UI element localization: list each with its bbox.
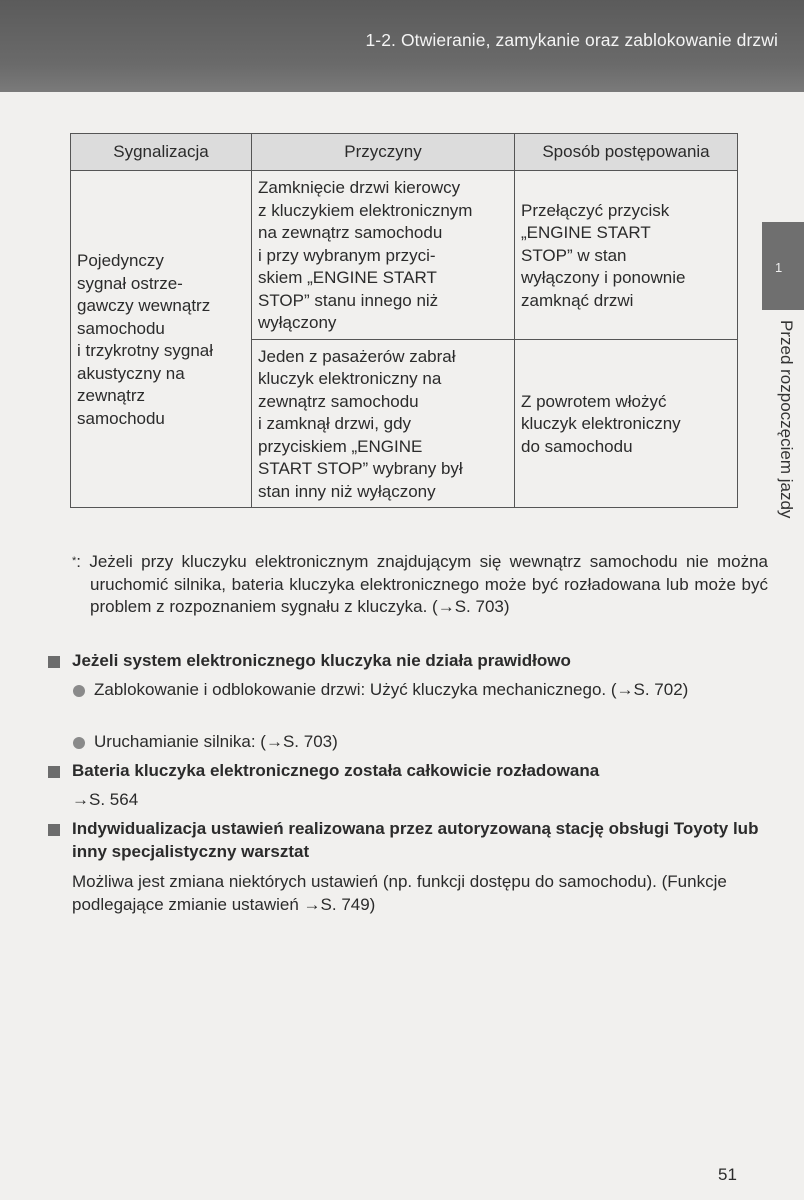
square-bullet-icon bbox=[48, 656, 60, 668]
section-title: Jeżeli system elektronicznego kluczyka nie działa prawidłowo bbox=[72, 651, 571, 670]
section-title: Indywidualizacja ustawień realizowana przez autoryzowaną stację obsługi Toyoty lub inny specjalistyczny warsztat bbox=[72, 819, 759, 861]
footnote bbox=[72, 551, 768, 619]
cell-line: i trzykrotny sygnał bbox=[77, 341, 214, 360]
cell-line: Z powrotem włożyć bbox=[521, 391, 667, 411]
cell-line: skiem „ENGINE START bbox=[258, 268, 437, 287]
cell-line: kluczyk elektroniczny bbox=[521, 414, 681, 433]
section-heading bbox=[48, 650, 782, 673]
signal-cell bbox=[71, 171, 252, 508]
cell-line: Pojedynczy bbox=[77, 251, 164, 270]
chapter-label: Przed rozpoczęciem jazdy bbox=[777, 320, 796, 519]
cell-line: stan inny niż wyłączony bbox=[258, 481, 436, 501]
cell-line: Jeden z pasażerów zabrał bbox=[258, 346, 456, 366]
section-text: Możliwa jest zmiana niektórych ustawień (np. funkcji dostępu do samochodu). (Funkcje podlegające zmianie ustawień →S. 749) bbox=[72, 872, 727, 914]
table-header: Sygnalizacja bbox=[71, 134, 252, 171]
cell-line: zewnątrz samochodu bbox=[258, 391, 419, 411]
cell-line: Zamknięcie drzwi kierowcy bbox=[258, 178, 461, 197]
section-text: →S. 564 bbox=[72, 790, 139, 809]
cell-line: START STOP” wybrany był bbox=[258, 459, 463, 478]
page-number: 51 bbox=[718, 1165, 737, 1184]
cell-line: „ENGINE START bbox=[521, 223, 651, 242]
table-header-row bbox=[71, 134, 738, 171]
cell-line: STOP” stanu innego niż bbox=[258, 290, 439, 310]
list-item-text: Uruchamianie silnika: (→S. 703) bbox=[94, 732, 338, 751]
list-item bbox=[72, 731, 770, 754]
cause-cell bbox=[252, 339, 515, 508]
cell-line: zewnątrz bbox=[77, 386, 146, 405]
list-item-text: Zablokowanie i odblokowanie drzwi: Użyć kluczyka mechanicznego. (→S. 702) bbox=[94, 680, 689, 699]
cell-line: i przy wybranym przyci- bbox=[258, 245, 436, 265]
footnote-mark: * bbox=[72, 555, 77, 567]
cell-line: do samochodu bbox=[521, 436, 633, 456]
section-heading bbox=[48, 760, 782, 783]
footnote-text: : Jeżeli przy kluczyku elektronicznym znajdującym się wewnątrz samochodu nie można uruchomić silnika, bateria kluczyka elektronicznego może być rozładowana lub może być problem z rozpoznaniem sygnału z kluczyka. (→S. 703) bbox=[76, 552, 768, 616]
cell-line: przyciskiem „ENGINE bbox=[258, 436, 423, 456]
square-bullet-icon bbox=[48, 824, 60, 836]
section-heading bbox=[48, 818, 782, 863]
table-row bbox=[71, 171, 738, 340]
signal-table bbox=[70, 133, 738, 508]
cell-line: na zewnątrz samochodu bbox=[258, 223, 443, 242]
cell-line: zamknąć drzwi bbox=[521, 290, 634, 310]
cell-line: kluczyk elektroniczny na bbox=[258, 369, 442, 388]
chapter-number: 1 bbox=[775, 260, 783, 275]
action-cell bbox=[515, 339, 738, 508]
page-header bbox=[0, 0, 804, 92]
cell-line: Przełączyć przycisk bbox=[521, 200, 670, 220]
circle-bullet-icon bbox=[73, 685, 85, 697]
table-header: Przyczyny bbox=[252, 134, 515, 171]
header-title: 1-2. Otwieranie, zamykanie oraz zablokowanie drzwi bbox=[365, 30, 778, 50]
cell-line: wyłączony bbox=[258, 313, 337, 332]
cell-line: STOP” w stan bbox=[521, 245, 627, 265]
action-cell bbox=[515, 171, 738, 340]
chapter-tab bbox=[762, 222, 804, 310]
table-header: Sposób postępowania bbox=[515, 134, 738, 171]
cell-line: i zamknął drzwi, gdy bbox=[258, 414, 412, 433]
circle-bullet-icon bbox=[73, 737, 85, 749]
cause-cell bbox=[252, 171, 515, 340]
cell-line: samochodu bbox=[77, 408, 165, 428]
cell-line: z kluczykiem elektronicznym bbox=[258, 200, 473, 220]
cell-line: akustyczny na bbox=[77, 363, 185, 383]
cell-line: wyłączony i ponownie bbox=[521, 268, 686, 287]
square-bullet-icon bbox=[48, 766, 60, 778]
cell-line: sygnał ostrze- bbox=[77, 273, 183, 293]
cell-line: samochodu bbox=[77, 318, 165, 338]
section-title: Bateria kluczyka elektronicznego została całkowicie rozładowana bbox=[72, 761, 600, 780]
list-item bbox=[72, 679, 770, 702]
cell-line: gawczy wewnątrz bbox=[77, 296, 211, 315]
